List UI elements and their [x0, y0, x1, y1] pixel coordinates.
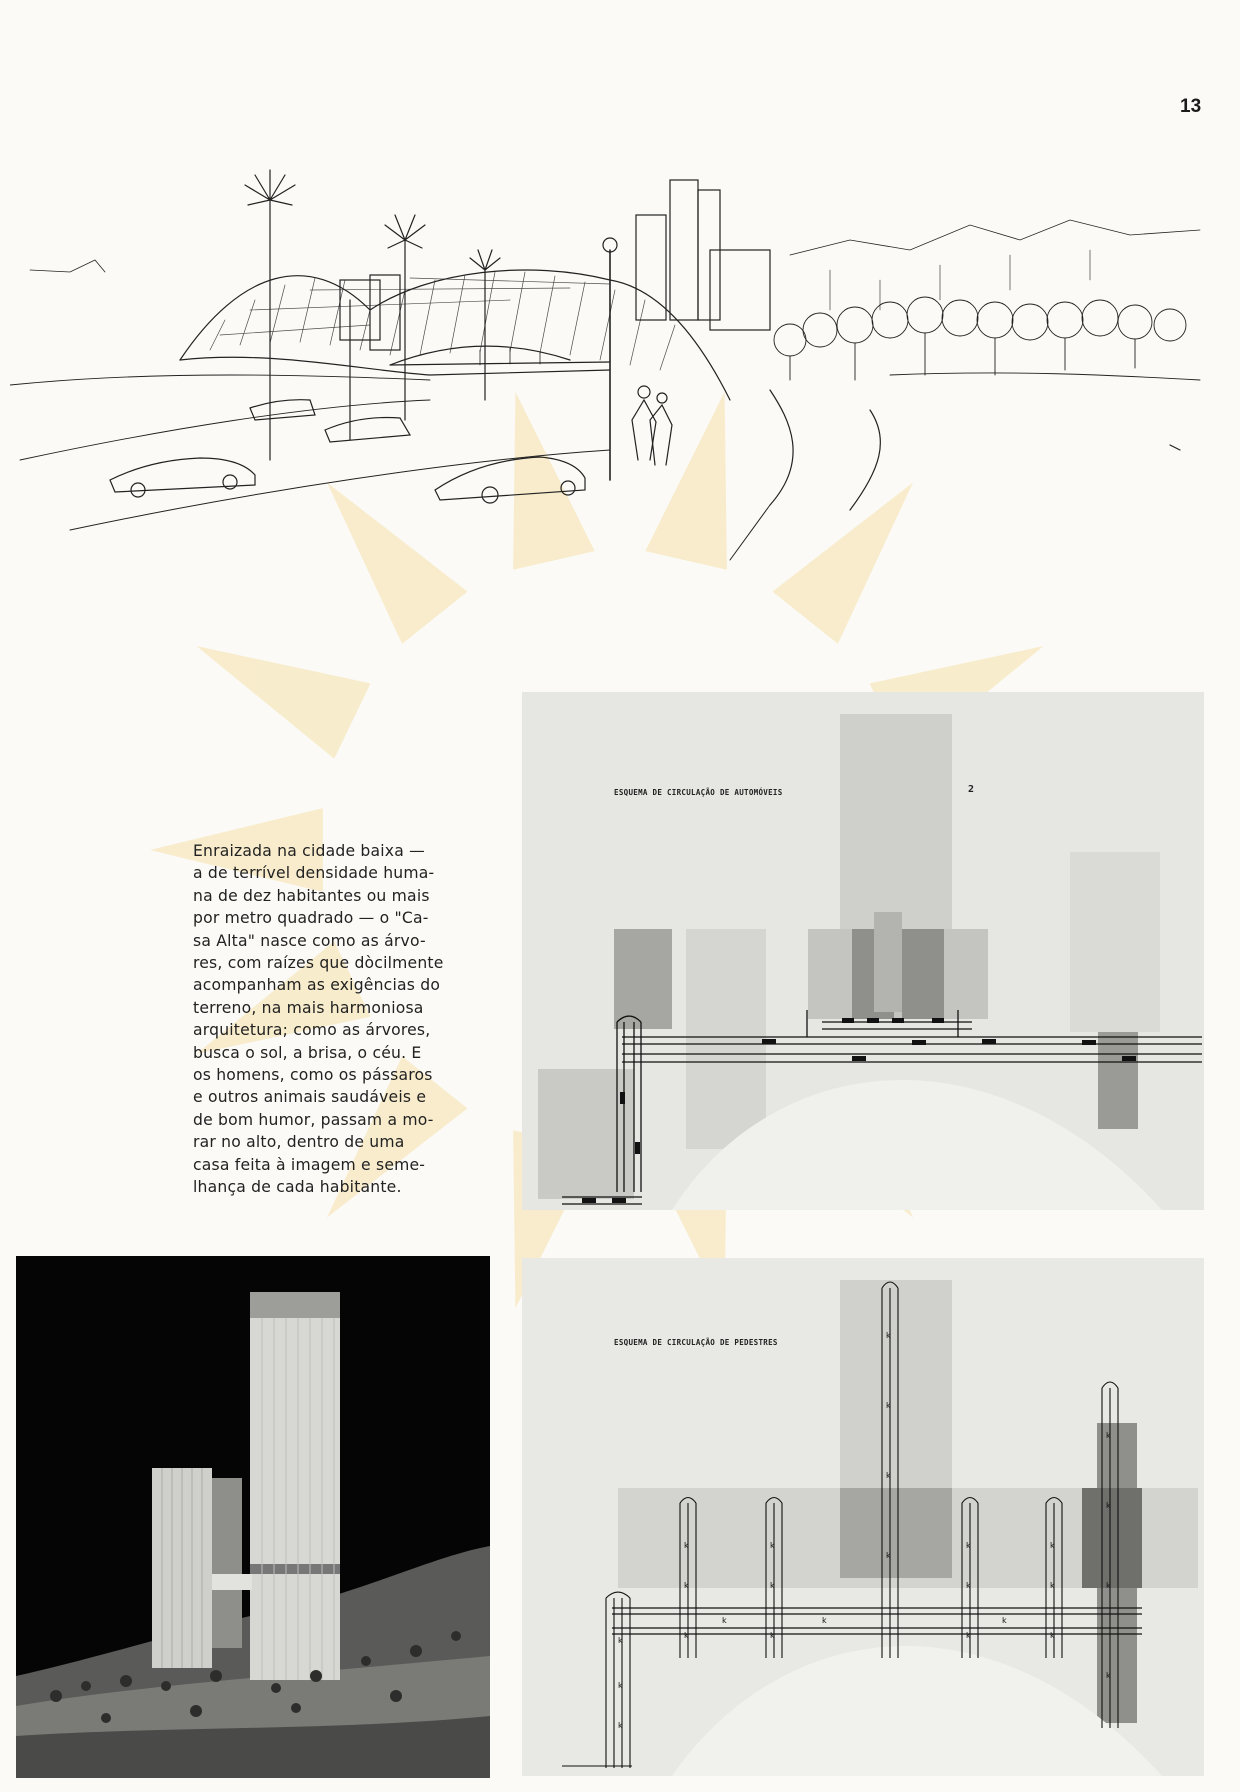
- text-line: de bom humor, passam a mo-: [193, 1110, 434, 1129]
- text-line: e outros animais saudáveis e: [193, 1088, 427, 1107]
- svg-text:k: k: [1050, 1631, 1055, 1640]
- text-line: res, com raízes que dòcilmente: [193, 954, 444, 973]
- text-line: Enraizada na cidade baixa —: [193, 842, 425, 860]
- svg-text:k: k: [1106, 1501, 1111, 1510]
- text-line: lhança de cada habitante.: [193, 1178, 402, 1197]
- svg-text:k: k: [618, 1721, 623, 1730]
- svg-text:k: k: [886, 1331, 891, 1340]
- car-diagram-note: 2: [968, 784, 975, 795]
- text-line: na de dez habitantes ou mais: [193, 886, 430, 905]
- pedestrian-circulation-diagram: [522, 1258, 1204, 1776]
- svg-text:k: k: [966, 1541, 971, 1550]
- architectural-model-photo: [16, 1256, 490, 1778]
- svg-text:k: k: [618, 1681, 623, 1690]
- svg-text:k: k: [966, 1631, 971, 1640]
- text-line: terreno, na mais harmoniosa: [193, 998, 424, 1017]
- svg-text:k: k: [1050, 1581, 1055, 1590]
- svg-text:k: k: [618, 1636, 623, 1645]
- text-line: arquitetura; como as árvores,: [193, 1021, 431, 1040]
- car-diagram-title: ESQUEMA DE CIRCULAÇÃO DE AUTOMÓVEIS: [614, 788, 783, 797]
- svg-text:k: k: [886, 1401, 891, 1410]
- svg-text:k: k: [684, 1541, 689, 1550]
- text-line: busca o sol, a brisa, o céu. E: [193, 1043, 422, 1062]
- svg-text:k: k: [886, 1551, 891, 1560]
- text-line: sa Alta" nasce como as árvo-: [193, 931, 426, 950]
- svg-text:k: k: [1050, 1541, 1055, 1550]
- svg-text:k: k: [822, 1616, 827, 1625]
- city-landscape-sketch: [10, 160, 1210, 580]
- svg-text:k: k: [1106, 1431, 1111, 1440]
- svg-text:k: k: [886, 1471, 891, 1480]
- svg-text:k: k: [722, 1616, 727, 1625]
- car-circulation-diagram: [522, 692, 1204, 1210]
- text-line: casa feita à imagem e seme-: [193, 1155, 426, 1174]
- svg-text:k: k: [684, 1631, 689, 1640]
- text-line: a de terrível densidade huma-: [193, 864, 435, 883]
- watermark-ray: [197, 646, 371, 759]
- svg-text:k: k: [1002, 1616, 1007, 1625]
- text-line: rar no alto, dentro de uma: [193, 1133, 405, 1152]
- text-line: os homens, como os pássaros: [193, 1066, 433, 1085]
- page-number: 13: [1180, 96, 1202, 117]
- svg-text:k: k: [770, 1541, 775, 1550]
- article-text: [193, 840, 466, 1199]
- svg-text:k: k: [770, 1631, 775, 1640]
- text-line: por metro quadrado — o "Ca-: [193, 909, 429, 928]
- pedestrian-diagram-title: ESQUEMA DE CIRCULAÇÃO DE PEDESTRES: [614, 1338, 778, 1347]
- text-line: acompanham as exigências do: [193, 976, 441, 995]
- svg-text:k: k: [1106, 1581, 1111, 1590]
- svg-text:k: k: [684, 1581, 689, 1590]
- svg-text:k: k: [770, 1581, 775, 1590]
- svg-text:k: k: [966, 1581, 971, 1590]
- svg-text:k: k: [1106, 1671, 1111, 1680]
